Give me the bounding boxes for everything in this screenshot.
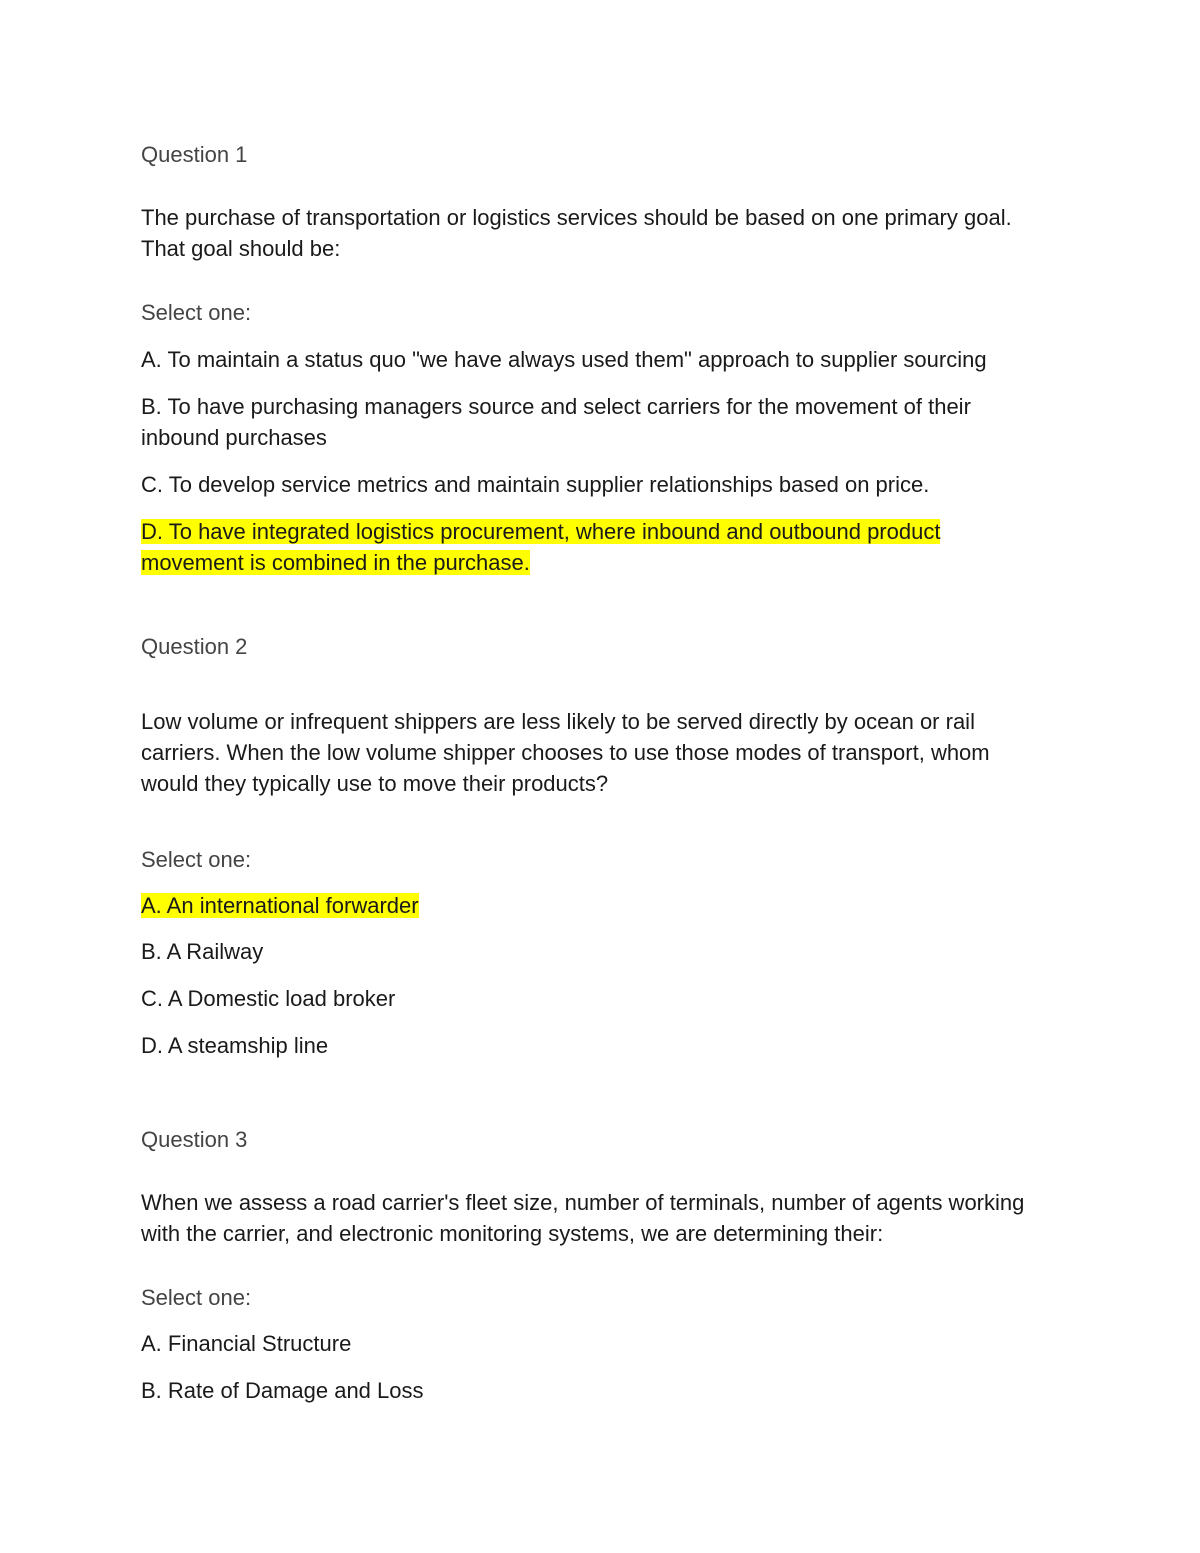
option-text: A. Financial Structure (141, 1331, 352, 1356)
question-2-stem (141, 706, 990, 799)
question-3-select-label: Select one: (141, 1285, 252, 1310)
option-text: B. Rate of Damage and Loss (141, 1378, 424, 1403)
option-text: A. To maintain a status quo "we have always used them" approach to supplier sourcing (141, 347, 987, 372)
question-2-select-label: Select one: (141, 847, 252, 872)
question-2-option-c[interactable] (141, 983, 395, 1014)
question-1-option-c[interactable] (141, 469, 929, 500)
highlighted-answer: movement is combined in the purchase. (141, 550, 530, 575)
question-1-stem-line: That goal should be: (141, 236, 341, 261)
question-1-stem-line: The purchase of transportation or logistics services should be based on one primary goal. (141, 205, 1012, 230)
question-1-option-a[interactable] (141, 344, 987, 375)
question-2-option-a[interactable] (141, 890, 419, 921)
question-3-stem-line: with the carrier, and electronic monitoring systems, we are determining their: (141, 1221, 884, 1246)
question-3-stem-line: When we assess a road carrier's fleet size, number of terminals, number of agents working (141, 1190, 1025, 1215)
option-text: C. To develop service metrics and maintain supplier relationships based on price. (141, 472, 930, 497)
option-text: C. A Domestic load broker (141, 986, 396, 1011)
question-3-stem (141, 1187, 1024, 1249)
question-3-option-b[interactable] (141, 1375, 424, 1406)
question-2-stem-line: Low volume or infrequent shippers are less likely to be served directly by ocean or rail (141, 709, 975, 734)
highlighted-answer: A. An international forwarder (141, 893, 419, 918)
option-text: B. A Railway (141, 939, 264, 964)
question-2-label: Question 2 (141, 634, 248, 659)
option-text: D. A steamship line (141, 1033, 329, 1058)
question-2-stem-line: carriers. When the low volume shipper chooses to use those modes of transport, whom (141, 740, 990, 765)
question-2-stem-line: would they typically use to move their products? (141, 771, 609, 796)
question-1-label: Question 1 (141, 142, 248, 167)
option-text: inbound purchases (141, 425, 327, 450)
highlighted-answer: D. To have integrated logistics procurement, where inbound and outbound product (141, 519, 941, 544)
question-1-select-label: Select one: (141, 300, 252, 325)
option-text: B. To have purchasing managers source and select carriers for the movement of their (141, 394, 971, 419)
question-2-option-b[interactable] (141, 936, 263, 967)
question-3-option-a[interactable] (141, 1328, 351, 1359)
question-1-option-d[interactable] (141, 516, 940, 578)
question-1-option-b[interactable] (141, 391, 971, 453)
question-3-label: Question 3 (141, 1127, 248, 1152)
question-2-option-d[interactable] (141, 1030, 328, 1061)
question-1-stem (141, 202, 1012, 264)
